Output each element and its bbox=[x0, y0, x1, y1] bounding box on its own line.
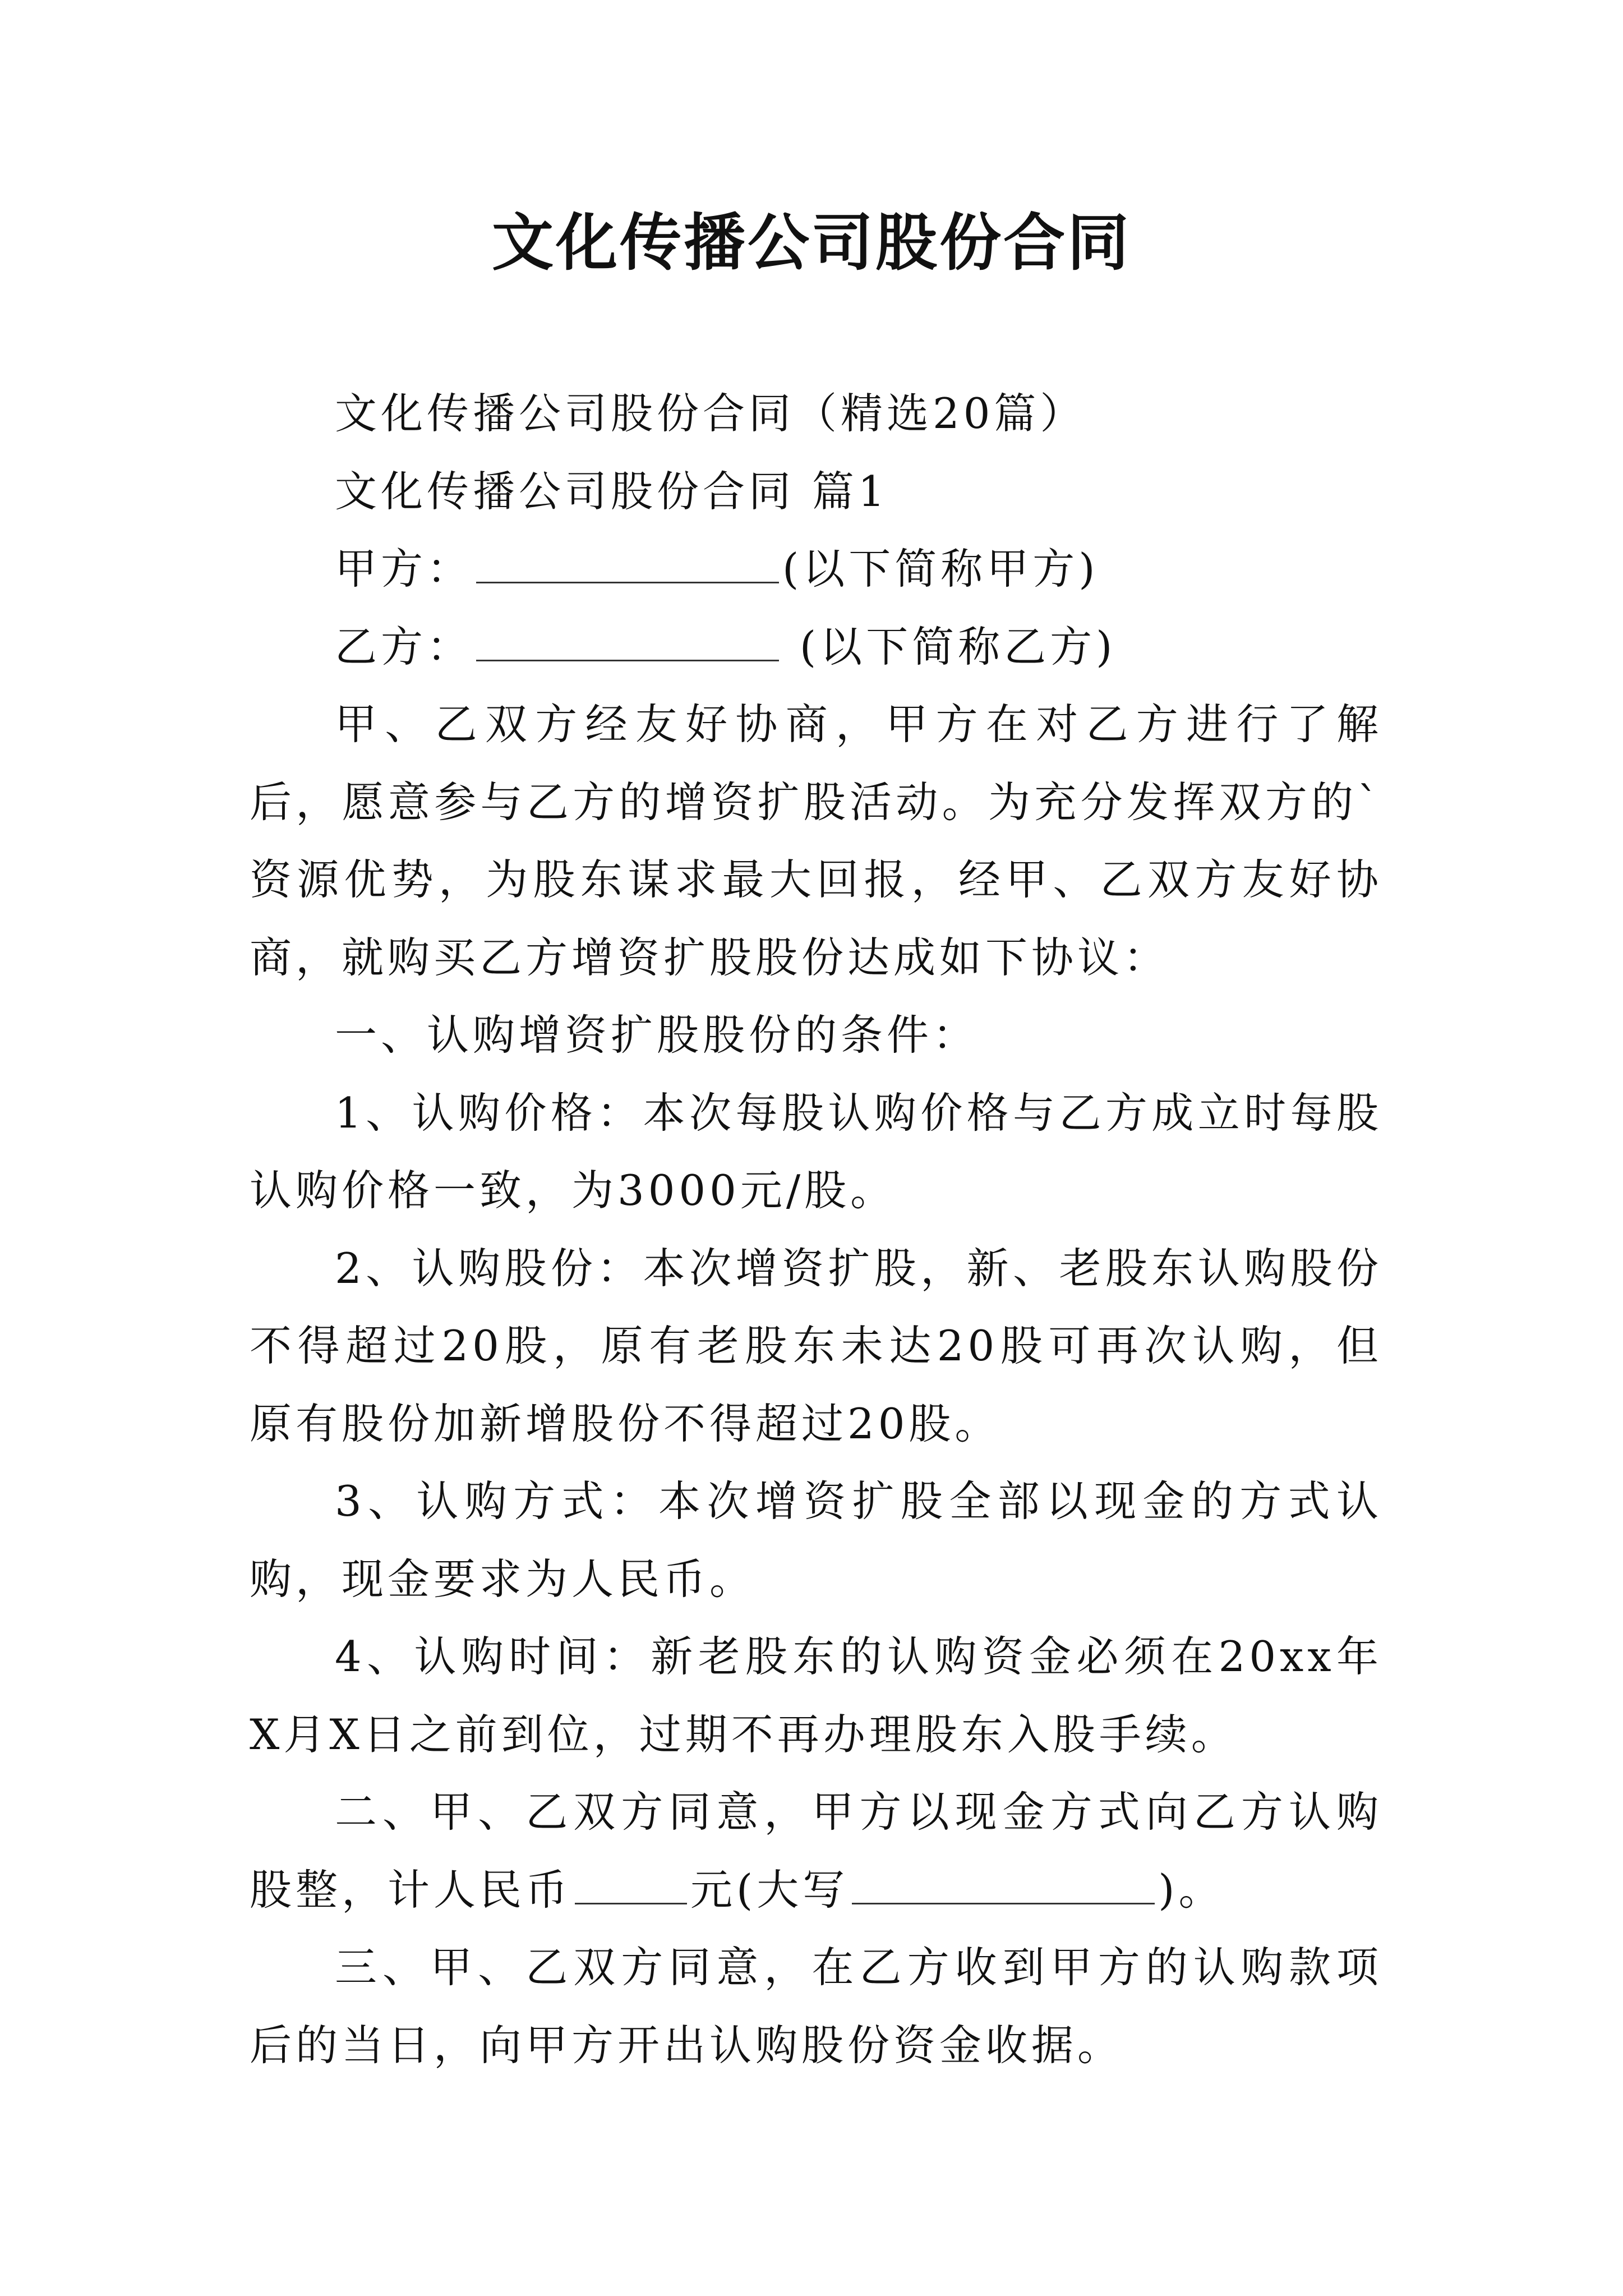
clause-2-text-1: 二、甲、乙双方同意，甲方以现金方式向乙方认购股整，计人民币 bbox=[250, 1787, 1382, 1915]
clause-1-1: 1、认购价格：本次每股认购价格与乙方成立时每股认购价格一致，为3000元/股。 bbox=[250, 1088, 1382, 1215]
clause-1-2: 2、认购股份：本次增资扩股，新、老股东认购股份不得超过20股，原有老股东未达20股可再次认购，但原有股份加新增股份不得超过20股。 bbox=[250, 1243, 1382, 1448]
clause-1-heading: 一、认购增资扩股股份的条件： bbox=[335, 1010, 979, 1060]
party-a-line bbox=[250, 530, 1382, 608]
clause-2-text-2: 元(大写 bbox=[690, 1865, 849, 1915]
intro-paragraph: 甲、乙双方经友好协商，甲方在对乙方进行了解后，愿意参与乙方的增资扩股活动。为充分发挥双方的`资源优势，为股东谋求最大回报，经甲、乙双方友好协商，就购买乙方增资扩股股份达成如下协议： bbox=[250, 700, 1382, 982]
party-b-label: 乙方： bbox=[335, 622, 473, 671]
amount-blank bbox=[575, 1869, 687, 1904]
party-a-label: 甲方： bbox=[335, 544, 473, 593]
section-heading: 文化传播公司股份合同 篇1 bbox=[335, 466, 889, 516]
clause-2-text-3: )。 bbox=[1158, 1865, 1225, 1915]
party-a-suffix: (以下简称甲方) bbox=[782, 544, 1099, 593]
subtitle-line: 文化传播公司股份合同（精选20篇） bbox=[335, 389, 1086, 438]
party-b-suffix: (以下简称乙方) bbox=[782, 622, 1117, 671]
amount-uppercase-blank bbox=[852, 1869, 1155, 1904]
clause-1-4: 4、认购时间：新老股东的认购资金必须在20xx年X月X日之前到位，过期不再办理股东入股手续。 bbox=[250, 1632, 1382, 1759]
clause-3: 三、甲、乙双方同意，在乙方收到甲方的认购款项后的当日，向甲方开出认购股份资金收据。 bbox=[250, 1943, 1382, 2070]
party-b-blank bbox=[476, 626, 779, 661]
clause-2 bbox=[250, 1773, 1382, 1929]
party-b-line bbox=[250, 608, 1382, 686]
clause-1-3: 3、认购方式：本次增资扩股全部以现金的方式认购，现金要求为人民币。 bbox=[250, 1476, 1382, 1604]
party-a-blank bbox=[476, 548, 779, 583]
document-title: 文化传播公司股份合同 bbox=[492, 206, 1131, 279]
document-body bbox=[250, 375, 1382, 2084]
